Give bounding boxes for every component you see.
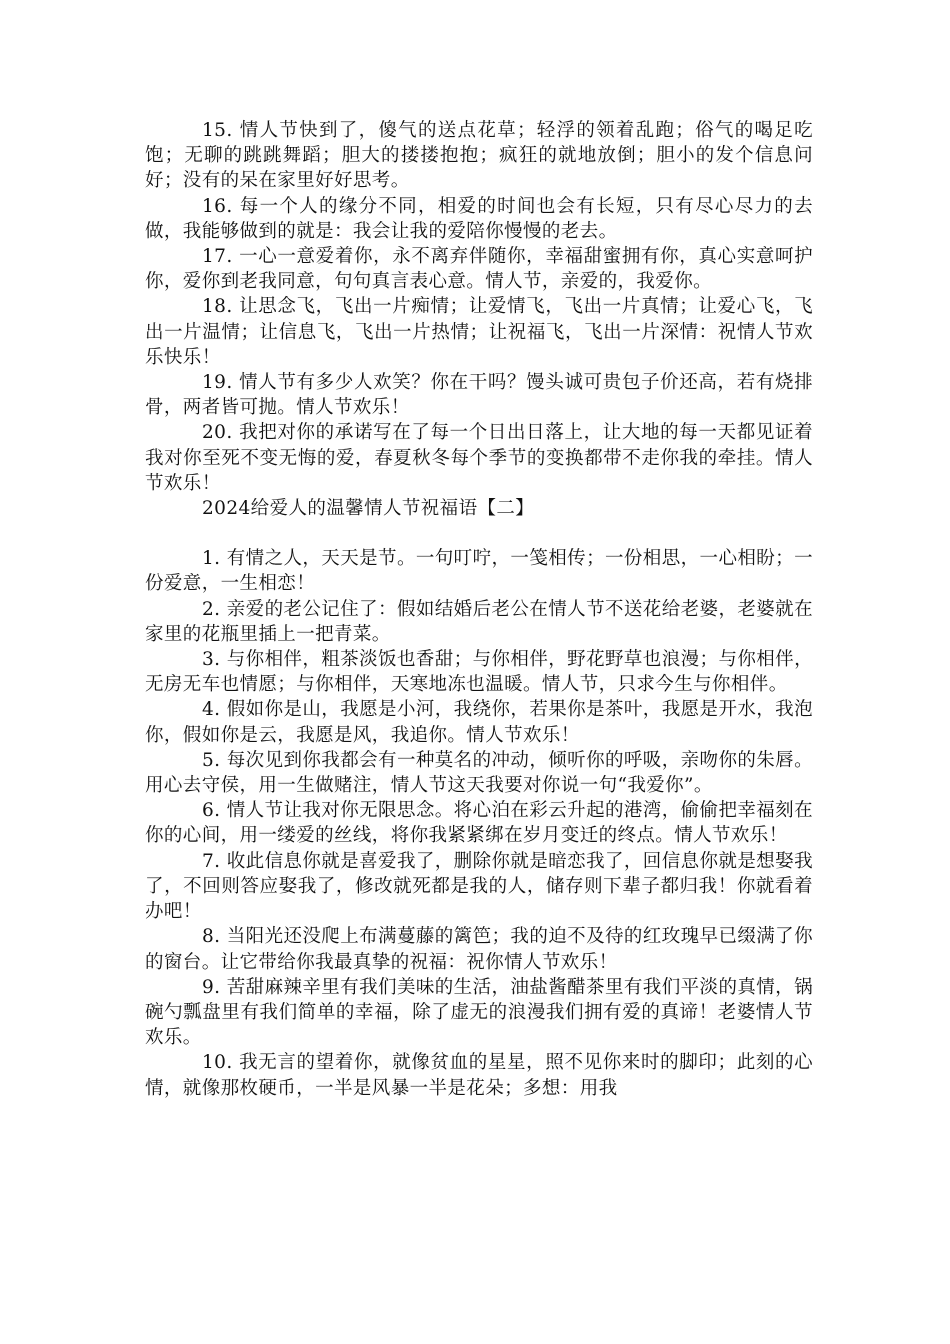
paragraph-17: 17. 一心一意爱着你，永不离弃伴随你，幸福甜蜜拥有你，真心实意呵护你，爱你到老我同意，句句真言表心意。情人节，亲爱的，我爱你。 <box>145 246 813 293</box>
paragraph-20: 20. 我把对你的承诺写在了每一个日出日落上，让大地的每一天都见证着我对你至死不变无悔的爱，春夏秋冬每个季节的变换都带不走你我的牵挂。情人节欢乐！ <box>145 422 813 494</box>
section-heading: 2024给爱人的温馨情人节祝福语【二】 <box>202 498 535 520</box>
paragraph-15: 15. 情人节快到了，傻气的送点花草；轻浮的领着乱跑；俗气的喝足吃饱；无聊的跳跳舞蹈；胆大的搂搂抱抱；疯狂的就地放倒；胆小的发个信息问好；没有的呆在家里好好思考。 <box>145 120 813 192</box>
blank-line <box>145 521 813 546</box>
paragraph-2: 2. 亲爱的老公记住了：假如结婚后老公在情人节不送花给老婆，老婆就在家里的花瓶里插上一把青菜。 <box>145 598 813 645</box>
paragraph-19: 19. 情人节有多少人欢笑？你在干吗？馒头诚可贵包子价还高，若有烧排骨，两者皆可抛。情人节欢乐！ <box>145 372 813 419</box>
paragraph-3: 3. 与你相伴，粗茶淡饭也香甜；与你相伴，野花野草也浪漫；与你相伴，无房无车也情愿；与你相伴，天寒地冻也温暖。情人节，只求今生与你相伴。 <box>145 649 813 696</box>
paragraph-7: 7. 收此信息你就是喜爱我了，删除你就是暗恋我了，回信息你就是想娶我了，不回则答应娶我了，修改就死都是我的人，储存则下辈子都归我！你就看着办吧！ <box>145 850 813 923</box>
paragraph-18: 18. 让思念飞，飞出一片痴情；让爱情飞，飞出一片真情；让爱心飞，飞出一片温情；让信息飞，飞出一片热情；让祝福飞，飞出一片深情：祝情人节欢乐快乐！ <box>145 296 813 368</box>
paragraph-4: 4. 假如你是山，我愿是小河，我绕你，若果你是茶叶，我愿是开水，我泡你，假如你是云，我愿是风，我追你。情人节欢乐！ <box>145 699 813 746</box>
paragraph-8: 8. 当阳光还没爬上布满蔓藤的篱笆；我的迫不及待的红玫瑰早已缀满了你的窗台。让它带给你我最真挚的祝福：祝你情人节欢乐！ <box>145 926 813 973</box>
paragraph-16: 16. 每一个人的缘分不同，相爱的时间也会有长短，只有尽心尽力的去做，我能够做到的就是：我会让我的爱陪你慢慢的老去。 <box>145 195 813 242</box>
paragraph-5: 5. 每次见到你我都会有一种莫名的冲动，倾听你的呼吸，亲吻你的朱唇。用心去守侯，用一生做赌注，情人节这天我要对你说一句“我爱你”。 <box>145 749 813 797</box>
document-body <box>145 118 813 1101</box>
paragraph-1: 1. 有情之人，天天是节。一句叮咛，一笺相传；一份相思，一心相盼；一份爱意，一生相恋！ <box>145 548 813 595</box>
paragraph-9: 9. 苦甜麻辣辛里有我们美味的生活，油盐酱醋茶里有我们平淡的真情，锅碗勺瓢盘里有我们简单的幸福，除了虚无的浪漫我们拥有爱的真谛！老婆情人节欢乐。 <box>145 976 813 1049</box>
paragraph-10: 10. 我无言的望着你，就像贫血的星星，照不见你来时的脚印；此刻的心情，就像那枚硬币，一半是风暴一半是花朵；多想：用我 <box>145 1052 813 1099</box>
paragraph-6: 6. 情人节让我对你无限思念。将心泊在彩云升起的港湾，偷偷把幸福刻在你的心间，用一缕爱的丝线，将你我紧紧绑在岁月变迁的终点。情人节欢乐！ <box>145 800 813 847</box>
